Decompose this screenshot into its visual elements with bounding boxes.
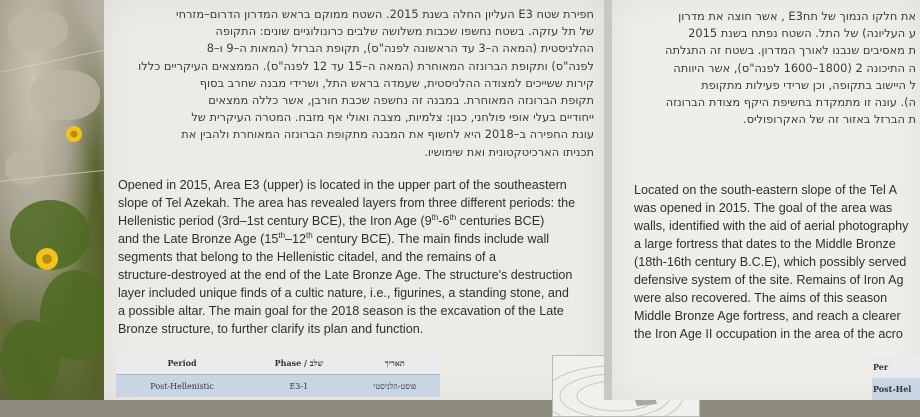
hebrew-line: תכניתו הארכיטקטונית ואת שימושיו. bbox=[424, 144, 594, 159]
column-header-date: תאריך bbox=[350, 352, 440, 375]
panel-divider bbox=[604, 0, 612, 400]
column-header-period: Period bbox=[116, 352, 248, 375]
hebrew-line: קירות ששייכים למצודה ההלניסטית, שעמדה בראש התל, ושרידי מבנה שחרב בסוף bbox=[199, 75, 594, 90]
superscript: th bbox=[306, 230, 313, 240]
english-text-block bbox=[118, 176, 598, 338]
english-line: a possible altar. The main goal for the 2018 season is the excavation of the Late bbox=[118, 304, 564, 318]
english-line: slope of Tel Azekah. The area has revealed layers from three different periods: the bbox=[118, 196, 576, 210]
english-line bbox=[118, 230, 598, 248]
text-span: –12 bbox=[285, 232, 307, 246]
english-line: the Iron Age II occupation in the area of the acro bbox=[634, 327, 903, 341]
text-span: Hellenistic period (3rd–1st century BCE), the Iron Age (9 bbox=[118, 214, 432, 228]
hebrew-line: עונת החפירה ב–2018 היא לחשוף את המבנה מתקופת הברונזה המאוחרת ולהבין את bbox=[181, 127, 594, 142]
hebrew-line: ה). עונה זו מתמקדת בחשיפת היקף מצודת הברונזה bbox=[665, 95, 916, 110]
english-line: segments that belong to the Hellenistic citadel, and the remains of a bbox=[118, 250, 497, 264]
hebrew-text-block bbox=[114, 6, 594, 161]
info-sign-panel-right bbox=[612, 0, 920, 400]
foliage bbox=[0, 320, 60, 400]
table-row bbox=[116, 375, 440, 398]
table-cell: פוסט-הלניסטי bbox=[350, 375, 440, 398]
hebrew-text-block-right bbox=[612, 8, 916, 128]
column-header-phase: Phase / שלב bbox=[248, 352, 350, 375]
hebrew-line: ייחודיים בעלי אופי פולחני, כגון: צלמיות, מצבה ואולי אף מזבח. המטרה העיקרית של bbox=[191, 110, 594, 125]
text-span: century BCE). The main finds include wall bbox=[312, 232, 550, 246]
hebrew-line: תקופת הברונזה המאוחרת. במבנה זה נחשפה שכבת חורבן, אשר כללה ממצאים bbox=[208, 93, 594, 108]
rock bbox=[30, 70, 100, 120]
table-cell: Per bbox=[872, 356, 920, 378]
hebrew-line: ע העליונה) של התל. השטח נפתח בשנת 2015 bbox=[688, 26, 916, 41]
english-line: Opened in 2015, Area E3 (upper) is located in the upper part of the southeastern bbox=[118, 178, 567, 192]
hebrew-line: ה התיכונה 2 (1800–1600 לפנה"ס), אשר היוותה bbox=[673, 60, 916, 75]
text-span: -6 bbox=[438, 214, 450, 228]
superscript: th bbox=[278, 230, 286, 240]
table-header-row bbox=[116, 352, 440, 375]
english-line: a large fortress that dates to the Middle Bronze bbox=[634, 237, 896, 251]
english-line: Located on the south-eastern slope of the Tel A bbox=[634, 183, 898, 197]
english-line: (18th-16th century B.C.E), which possibly served bbox=[634, 255, 907, 269]
yellow-flower bbox=[66, 126, 82, 142]
hebrew-line: את חלקו הנמוך של תחE3 , אשר חוצה את מדרון bbox=[678, 9, 916, 23]
hebrew-line: ההלניסטית (המאה ה–3 עד הראשונה לפנה"ס), תקופת הברזל (המאות ה–9 ו–8 bbox=[206, 41, 594, 56]
hebrew-line: של תל עזקה. בשטח נחשפו שכבות משלושה שלבים כרונולוגיים שונים: התקופה bbox=[215, 24, 594, 39]
info-sign-panel bbox=[104, 0, 604, 400]
english-line: were also recovered. The aims of this season bbox=[634, 291, 888, 305]
superscript: th bbox=[431, 212, 439, 222]
hebrew-line: ל היישוב בתקופה, וכן שרידי פעילות מתקופת bbox=[701, 77, 916, 92]
table-cell: Post-Hel bbox=[872, 378, 920, 400]
hebrew-line: ת מאסיבים שנבנו לאורך המדרון. בשטח זה התגלתה bbox=[665, 43, 916, 58]
text-span: and the Late Bronze Age (15 bbox=[118, 232, 279, 246]
hebrew-line: חפירת שטח E3 העליון החלה בשנת 2015. השטח ממוקם בראש המדרון הדרום–מזרחי bbox=[176, 7, 594, 21]
table-header-row bbox=[872, 356, 920, 378]
english-line: layer included unique finds of a cultic nature, i.e., figurines, a standing stone, and bbox=[118, 286, 569, 300]
yellow-flower bbox=[36, 248, 58, 270]
fence-wire bbox=[1, 49, 109, 73]
english-line: Middle Bronze Age fortress, and reach a clearer bbox=[634, 309, 901, 323]
english-line: walls, identified with the aid of aerial photography bbox=[634, 219, 909, 233]
english-line: structure-destroyed at the end of the Late Bronze Age. The structure's destruction bbox=[118, 268, 573, 282]
table-cell: Post-Hellenistic bbox=[116, 375, 248, 398]
text-span: centuries BCE) bbox=[456, 214, 545, 228]
period-table-right bbox=[872, 356, 920, 400]
english-line: defensive system of the site. Remains of Iron Ag bbox=[634, 273, 904, 287]
english-text-block-right bbox=[634, 181, 920, 343]
period-table bbox=[116, 352, 440, 397]
hebrew-line: לפנה"ס) ותקופת הברונזה המאוחרת (המאה ה–15 עד 12 לפנה"ס). הממצאים העיקריים כללו bbox=[138, 58, 594, 73]
english-line bbox=[118, 212, 598, 230]
rock bbox=[8, 10, 68, 50]
hebrew-line: ת הברזל באזור זה של האקרופוליס. bbox=[743, 112, 916, 127]
table-cell: E3-1 bbox=[248, 375, 350, 398]
english-line: Bronze structure, to further clarify its plan and function. bbox=[118, 322, 424, 336]
table-row bbox=[872, 378, 920, 400]
english-line: was opened in 2015. The goal of the area was bbox=[634, 201, 893, 215]
outdoor-background bbox=[0, 0, 112, 400]
superscript: th bbox=[449, 212, 457, 222]
